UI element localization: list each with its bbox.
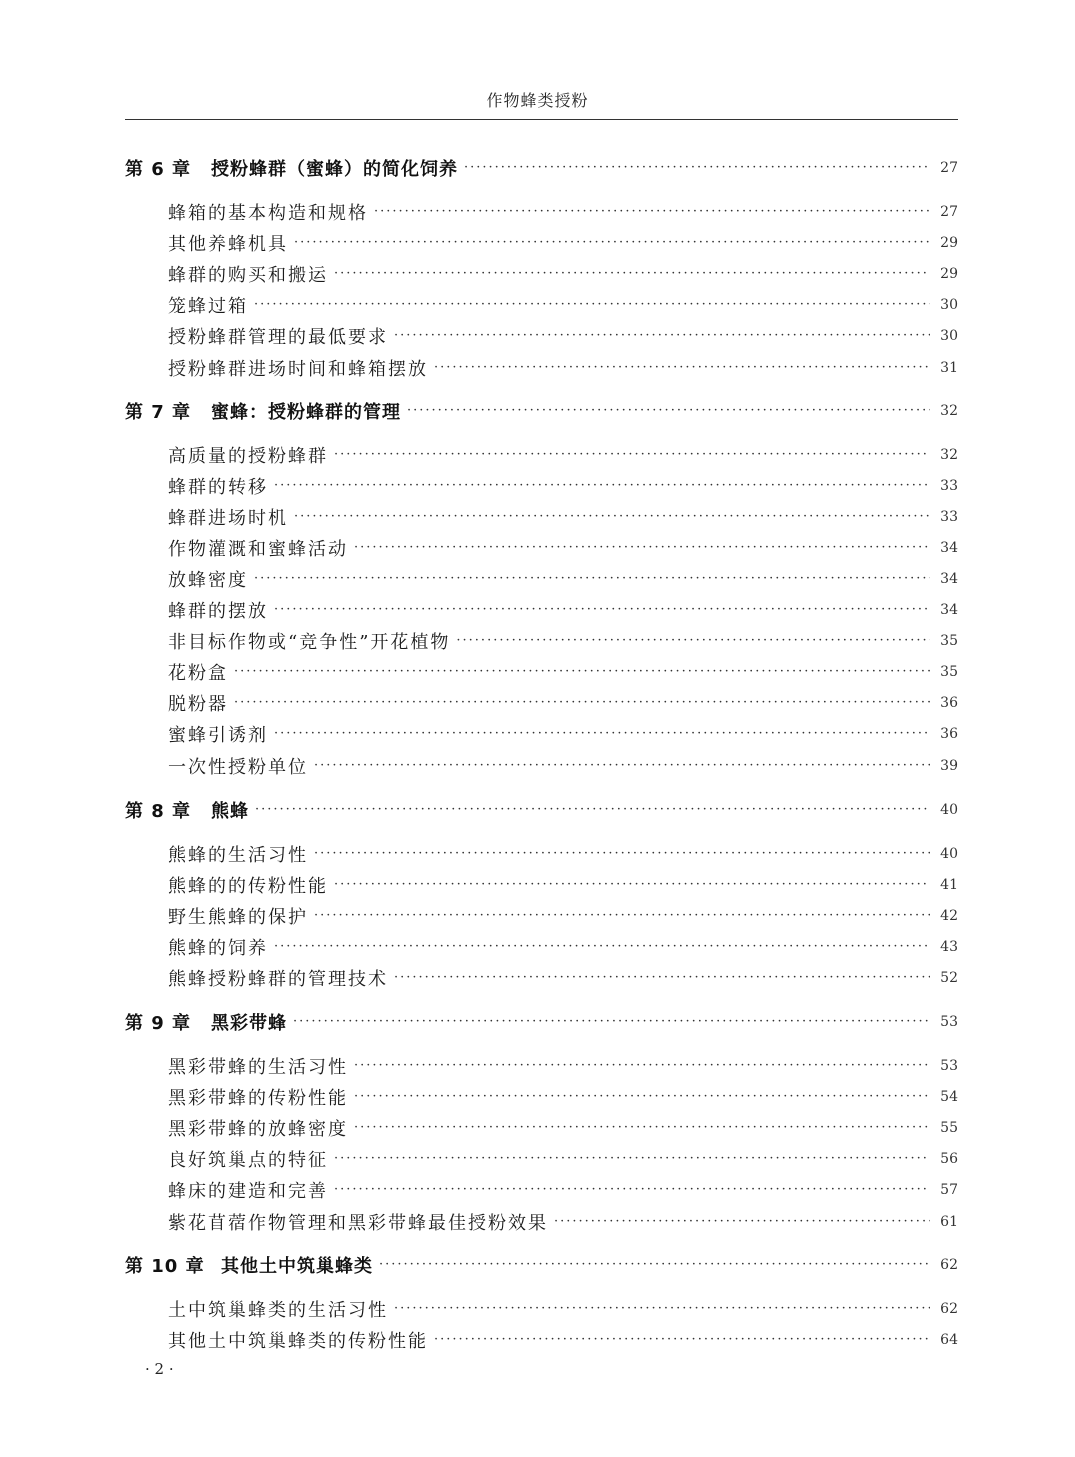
chapter-number: 第 7 章 <box>125 402 192 423</box>
entry-title-text: 其他土中筑巢蜂类的传粉性能 <box>168 1331 428 1352</box>
toc-entry-title <box>168 659 228 685</box>
toc-section-entry[interactable] <box>125 1177 958 1203</box>
page-number: 27 <box>940 160 958 176</box>
page-number: 42 <box>940 908 958 924</box>
dot-leader <box>274 934 930 960</box>
toc-entry-title <box>168 903 308 929</box>
dot-leader <box>254 566 930 592</box>
dot-leader <box>294 230 930 256</box>
entry-title-text: 授粉蜂群管理的最低要求 <box>168 327 388 348</box>
toc-section-entry[interactable] <box>125 1146 958 1172</box>
toc-entry-title <box>168 355 428 381</box>
page-number: 32 <box>940 447 958 463</box>
entry-title-text: 熊蜂的的传粉性能 <box>168 876 328 897</box>
page-folio: · 2 · <box>145 1360 174 1378</box>
running-head: 作物蜂类授粉 <box>486 91 589 110</box>
dot-leader <box>374 199 930 225</box>
toc-section-entry[interactable] <box>125 504 958 530</box>
entry-title-text: 紫花苜蓿作物管理和黑彩带蜂最佳授粉效果 <box>168 1213 548 1234</box>
page-number: 34 <box>940 602 958 618</box>
page-number: 29 <box>940 266 958 282</box>
toc-entry-title <box>168 1177 328 1203</box>
dot-leader <box>294 504 930 530</box>
entry-title-text: 熊蜂授粉蜂群的管理技术 <box>168 969 388 990</box>
dot-leader <box>274 597 930 623</box>
toc-section-entry[interactable] <box>125 872 958 898</box>
toc-chapter-entry[interactable] <box>125 155 958 181</box>
toc-entry-title <box>168 1296 388 1322</box>
toc-chapter-entry[interactable] <box>125 797 958 823</box>
dot-leader <box>254 292 930 318</box>
dot-leader <box>394 1296 930 1322</box>
page-number: 53 <box>940 1014 958 1030</box>
entry-title-text: 非目标作物或“竞争性”开花植物 <box>168 632 451 653</box>
toc-section-entry[interactable] <box>125 1327 958 1353</box>
entry-title-text: 蜂群的购买和搬运 <box>168 265 328 286</box>
page-number: 62 <box>940 1257 958 1273</box>
toc-entry-title <box>168 261 328 287</box>
toc-section-entry[interactable] <box>125 355 958 381</box>
page-number: 55 <box>940 1120 958 1136</box>
entry-title-text: 笼蜂过箱 <box>168 296 248 317</box>
chapter-number: 第 9 章 <box>125 1013 192 1034</box>
toc-entry-title <box>168 504 288 530</box>
page-number: 53 <box>940 1058 958 1074</box>
entry-title-text: 黑彩带蜂的传粉性能 <box>168 1088 348 1109</box>
toc-section-entry[interactable] <box>125 1053 958 1079</box>
toc-entry-title <box>168 566 248 592</box>
dot-leader <box>456 628 930 654</box>
dot-leader <box>234 690 930 716</box>
toc-section-entry[interactable] <box>125 1084 958 1110</box>
toc-entry-title <box>168 1053 348 1079</box>
toc-chapter-entry[interactable] <box>125 1009 958 1035</box>
toc-entry-title <box>168 721 268 747</box>
entry-title-text: 黑彩带蜂的放蜂密度 <box>168 1119 348 1140</box>
toc-entry-title <box>168 473 268 499</box>
toc-entry-title <box>125 398 401 424</box>
page-number: 36 <box>940 695 958 711</box>
toc-chapter-entry[interactable] <box>125 398 958 424</box>
dot-leader <box>407 398 930 424</box>
toc-section-entry[interactable] <box>125 1115 958 1141</box>
entry-title-text: 高质量的授粉蜂群 <box>168 446 328 467</box>
page-number: 30 <box>940 328 958 344</box>
entry-title-text: 熊蜂的饲养 <box>168 938 268 959</box>
toc-section-entry[interactable] <box>125 690 958 716</box>
toc-entry-title <box>168 628 450 654</box>
page-number: 33 <box>940 478 958 494</box>
entry-title-text: 良好筑巢点的特征 <box>168 1150 328 1171</box>
dot-leader <box>293 1009 930 1035</box>
entry-title-text: 授粉蜂群（蜜蜂）的简化饲养 <box>211 159 458 180</box>
toc-entry-title <box>168 535 348 561</box>
dot-leader <box>379 1252 930 1278</box>
entry-title-text: 黑彩带蜂 <box>211 1013 287 1034</box>
dot-leader <box>234 659 930 685</box>
page-number: 40 <box>940 802 958 818</box>
page-number: 52 <box>940 970 958 986</box>
entry-title-text: 花粉盒 <box>168 663 228 684</box>
toc-entry-title <box>168 597 268 623</box>
entry-title-text: 蜜蜂引诱剂 <box>168 725 268 746</box>
entry-title-text: 黑彩带蜂的生活习性 <box>168 1057 348 1078</box>
toc-entry-title <box>168 690 228 716</box>
toc-entry-title <box>168 934 268 960</box>
entry-title-text: 蜂箱的基本构造和规格 <box>168 203 368 224</box>
page-number: 62 <box>940 1301 958 1317</box>
page-number: 61 <box>940 1214 958 1230</box>
page-number: 41 <box>940 877 958 893</box>
page-number: 35 <box>940 633 958 649</box>
toc-section-entry[interactable] <box>125 903 958 929</box>
dot-leader <box>334 872 930 898</box>
entry-title-text: 放蜂密度 <box>168 570 248 591</box>
toc-entry-title <box>168 442 328 468</box>
dot-leader <box>314 841 930 867</box>
page-number: 34 <box>940 571 958 587</box>
page-number: 54 <box>940 1089 958 1105</box>
page-number: 32 <box>940 403 958 419</box>
entry-title-text: 蜜蜂：授粉蜂群的管理 <box>211 402 401 423</box>
dot-leader <box>434 355 930 381</box>
toc-section-entry[interactable] <box>125 721 958 747</box>
page-number: 35 <box>940 664 958 680</box>
entry-title-text: 土中筑巢蜂类的生活习性 <box>168 1300 388 1321</box>
page-number: 29 <box>940 235 958 251</box>
chapter-number: 第 8 章 <box>125 801 192 822</box>
toc-entry-title <box>168 872 328 898</box>
toc-section-entry[interactable] <box>125 473 958 499</box>
toc-section-entry[interactable] <box>125 841 958 867</box>
entry-title-text: 蜂群的转移 <box>168 477 268 498</box>
dot-leader <box>394 965 930 991</box>
header-rule <box>125 119 958 120</box>
toc-entry-title <box>168 753 308 779</box>
page-number: 56 <box>940 1151 958 1167</box>
toc-section-entry[interactable] <box>125 199 958 225</box>
toc-entry-title <box>168 230 288 256</box>
chapter-number: 第 6 章 <box>125 159 192 180</box>
toc-entry-title <box>168 1146 328 1172</box>
dot-leader <box>334 1146 930 1172</box>
dot-leader <box>554 1209 930 1235</box>
toc-entry-title <box>168 199 368 225</box>
entry-title-text: 熊蜂 <box>211 801 249 822</box>
entry-title-text: 蜂群进场时机 <box>168 508 288 529</box>
toc-section-entry[interactable] <box>125 753 958 779</box>
toc-entry-title <box>125 1009 287 1035</box>
toc-section-entry[interactable] <box>125 566 958 592</box>
dot-leader <box>394 323 930 349</box>
toc-entry-title <box>125 797 249 823</box>
toc-section-entry[interactable] <box>125 1296 958 1322</box>
page-number: 43 <box>940 939 958 955</box>
toc-section-entry[interactable] <box>125 261 958 287</box>
toc-entry-title <box>125 1252 373 1278</box>
toc-chapter-entry[interactable] <box>125 1252 958 1278</box>
dot-leader <box>274 473 930 499</box>
dot-leader <box>334 1177 930 1203</box>
entry-title-text: 蜂床的建造和完善 <box>168 1181 328 1202</box>
dot-leader <box>434 1327 930 1353</box>
toc-entry-title <box>168 841 308 867</box>
dot-leader <box>354 1115 930 1141</box>
toc-entry-title <box>168 1115 348 1141</box>
entry-title-text: 授粉蜂群进场时间和蜂箱摆放 <box>168 359 428 380</box>
toc-section-entry[interactable] <box>125 323 958 349</box>
entry-title-text: 一次性授粉单位 <box>168 757 308 778</box>
entry-title-text: 其他土中筑巢蜂类 <box>221 1256 373 1277</box>
toc-section-entry[interactable] <box>125 934 958 960</box>
toc-section-entry[interactable] <box>125 659 958 685</box>
toc-section-entry[interactable] <box>125 292 958 318</box>
toc-entry-title <box>168 292 248 318</box>
toc-entry-title <box>168 323 388 349</box>
chapter-number: 第 10 章 <box>125 1256 205 1277</box>
entry-title-text: 其他养蜂机具 <box>168 234 288 255</box>
page-number: 34 <box>940 540 958 556</box>
entry-title-text: 野生熊蜂的保护 <box>168 907 308 928</box>
dot-leader <box>255 797 930 823</box>
toc-entry-title <box>168 1209 548 1235</box>
toc-entry-title <box>168 965 388 991</box>
entry-title-text: 脱粉器 <box>168 694 228 715</box>
dot-leader <box>274 721 930 747</box>
page-number: 36 <box>940 726 958 742</box>
toc-section-entry[interactable] <box>125 230 958 256</box>
dot-leader <box>334 261 930 287</box>
toc-entry-title <box>168 1084 348 1110</box>
page-number: 39 <box>940 758 958 774</box>
dot-leader <box>354 1053 930 1079</box>
entry-title-text: 作物灌溉和蜜蜂活动 <box>168 539 348 560</box>
page-number: 33 <box>940 509 958 525</box>
dot-leader <box>354 535 930 561</box>
toc-section-entry[interactable] <box>125 442 958 468</box>
page-number: 27 <box>940 204 958 220</box>
page-number: 30 <box>940 297 958 313</box>
page-number: 40 <box>940 846 958 862</box>
toc-entry-title <box>168 1327 428 1353</box>
dot-leader <box>334 442 930 468</box>
toc-section-entry[interactable] <box>125 965 958 991</box>
dot-leader <box>464 155 930 181</box>
entry-title-text: 熊蜂的生活习性 <box>168 845 308 866</box>
page-number: 57 <box>940 1182 958 1198</box>
dot-leader <box>354 1084 930 1110</box>
toc-section-entry[interactable] <box>125 597 958 623</box>
toc-section-entry[interactable] <box>125 628 958 654</box>
dot-leader <box>314 753 930 779</box>
toc-section-entry[interactable] <box>125 535 958 561</box>
page-number: 64 <box>940 1332 958 1348</box>
dot-leader <box>314 903 930 929</box>
toc-section-entry[interactable] <box>125 1209 958 1235</box>
entry-title-text: 蜂群的摆放 <box>168 601 268 622</box>
toc-entry-title <box>125 155 458 181</box>
page-number: 31 <box>940 360 958 376</box>
